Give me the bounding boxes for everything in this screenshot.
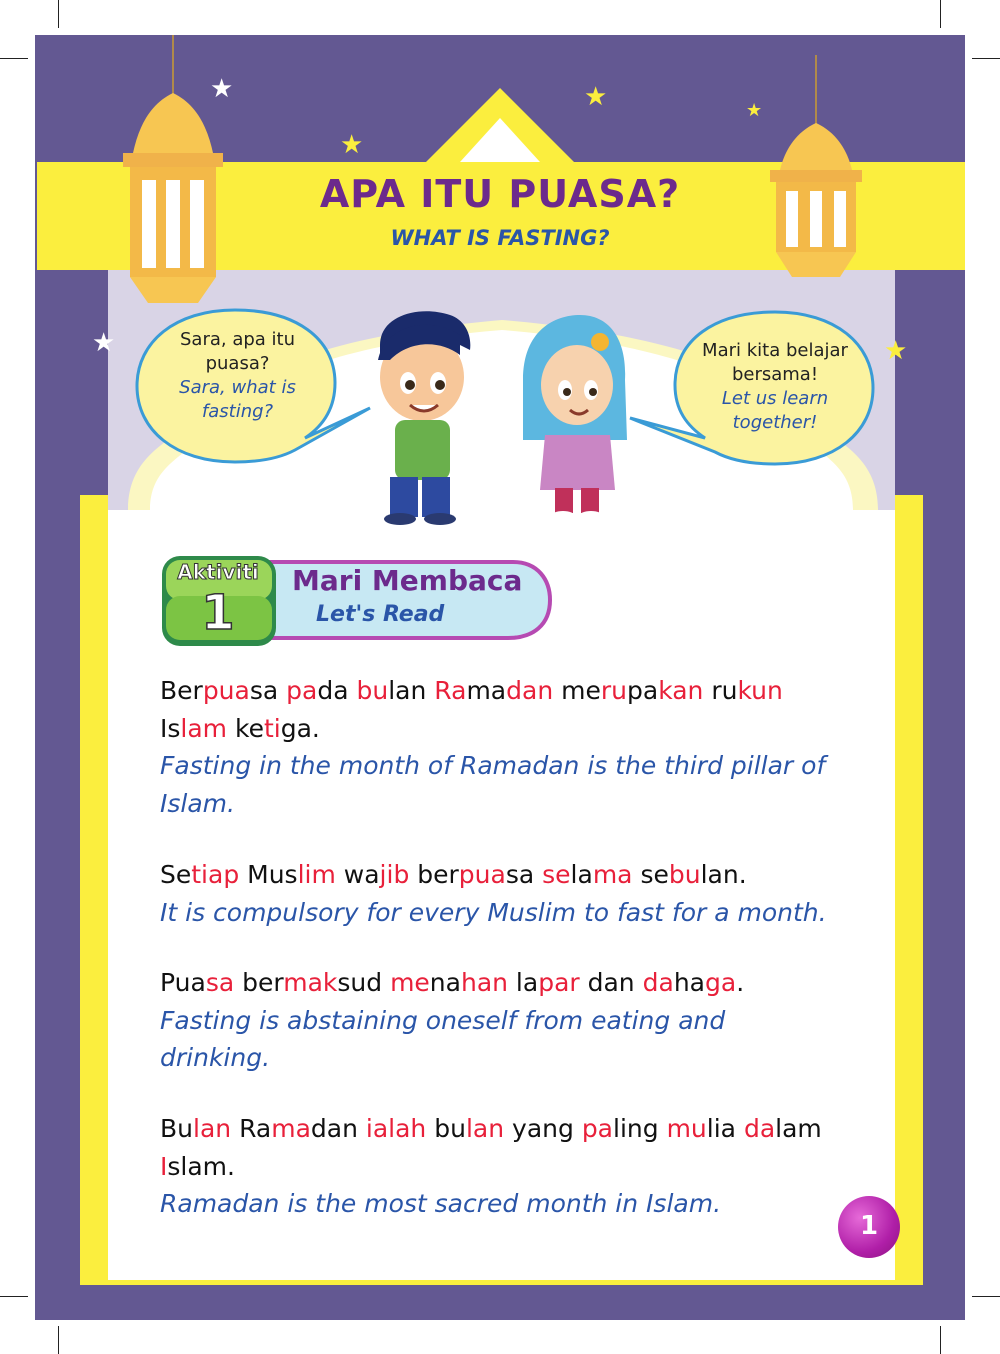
highlighted-syllable: jib: [379, 860, 410, 889]
highlighted-syllable: ia: [365, 1114, 389, 1143]
syllable: dan: [579, 968, 643, 997]
star-icon: ★: [584, 82, 608, 112]
syllable: bu: [426, 1114, 466, 1143]
highlighted-syllable: kan: [658, 676, 704, 705]
highlighted-syllable: han: [460, 968, 508, 997]
activity-subtitle: Let's Read: [316, 602, 445, 627]
english-translation-line: drinking.: [160, 1043, 271, 1072]
highlighted-syllable: mu: [666, 1114, 707, 1143]
activity-title: Mari Membaca: [292, 564, 523, 597]
syllable: lan.: [700, 860, 747, 889]
highlighted-syllable: dan: [506, 676, 554, 705]
syllable: Mus: [239, 860, 298, 889]
syllable: Ber: [160, 676, 203, 705]
syllable: na: [429, 968, 461, 997]
crop-mark: [940, 1326, 941, 1354]
highlighted-syllable: da: [743, 1114, 776, 1143]
syllable: Bu: [160, 1114, 193, 1143]
star-icon: ★: [340, 130, 364, 160]
syllable: ru: [703, 676, 738, 705]
highlighted-syllable: bu: [356, 676, 389, 705]
highlighted-syllable: pa: [286, 676, 318, 705]
speech-bubble-right-text: [685, 339, 865, 435]
activity-number: 1: [201, 585, 235, 641]
highlighted-syllable: da: [642, 968, 674, 997]
malay-sentence-line: [160, 672, 870, 710]
syllable: la: [507, 968, 539, 997]
highlighted-syllable: lan: [465, 1114, 505, 1143]
syllable: I: [160, 713, 168, 743]
passage: [160, 1110, 870, 1223]
passage: [160, 964, 870, 1077]
syllable: se: [632, 860, 669, 889]
highlighted-syllable: pa: [581, 1114, 614, 1143]
malay-sentence-line: [160, 1148, 870, 1186]
highlighted-syllable: ru: [600, 676, 627, 705]
syllable: sa: [505, 860, 543, 889]
highlighted-syllable: pua: [458, 860, 506, 889]
bubble-en-line: fasting?: [201, 401, 274, 422]
malay-sentence-line: [160, 964, 870, 1002]
english-translation-line: Islam.: [160, 788, 235, 818]
passage: [160, 672, 870, 822]
syllable: s: [167, 713, 181, 743]
page-number-badge: 1: [838, 1196, 900, 1258]
activity-label: Aktiviti: [177, 560, 259, 584]
passage: [160, 856, 870, 931]
page-subtitle: WHAT IS FASTING?: [390, 226, 610, 250]
star-icon: ★: [210, 74, 234, 104]
english-translation-line: Ramadan is the most sacred month in Islam.: [160, 1189, 722, 1218]
syllable: .: [736, 968, 745, 997]
crop-mark: [0, 1296, 28, 1297]
bubble-ms-line: Sara, apa itu: [179, 329, 295, 350]
malay-sentence-line: [160, 856, 870, 894]
highlighted-syllable: par: [538, 968, 580, 997]
highlighted-syllable: se: [542, 860, 571, 889]
star-icon: ★: [92, 328, 116, 358]
english-translation-line: It is compulsory for every Muslim to fast for a month.: [160, 897, 827, 927]
highlighted-syllable: kun: [737, 676, 783, 705]
syllable: ha: [673, 968, 705, 997]
syllable: lam: [775, 1114, 822, 1143]
lantern-icon: [766, 55, 866, 285]
highlighted-syllable: lam: [180, 713, 228, 743]
syllable: ma: [466, 676, 507, 705]
syllable: pa: [626, 676, 659, 705]
crop-mark: [58, 1326, 59, 1354]
syllable: slam.: [167, 1151, 235, 1181]
bubble-ms-line: puasa?: [205, 353, 270, 374]
syllable: me: [553, 676, 601, 705]
syllable: wa: [335, 860, 380, 889]
syllable: Se: [160, 860, 192, 889]
highlighted-syllable: bu: [668, 860, 701, 889]
syllable: ber: [234, 968, 284, 997]
highlighted-syllable: ma: [592, 860, 633, 889]
syllable: da: [317, 676, 357, 705]
highlighted-syllable: mak: [283, 968, 338, 997]
syllable: lan: [388, 676, 435, 705]
boy-character-icon: [360, 305, 480, 525]
star-icon: ★: [884, 336, 908, 366]
highlighted-syllable: me: [390, 968, 430, 997]
highlighted-syllable: I: [160, 1151, 168, 1181]
syllable: Pua: [160, 968, 206, 997]
english-translation-line: Fasting is abstaining oneself from eating and: [160, 1005, 726, 1035]
highlighted-syllable: tiap: [191, 860, 240, 889]
syllable: la: [570, 860, 593, 889]
malay-sentence-line: [160, 1110, 870, 1148]
bubble-en-line: Sara, what is: [179, 377, 296, 398]
syllable: ling: [613, 1114, 667, 1143]
bubble-en-line: together!: [732, 412, 818, 433]
highlighted-syllable: ga: [704, 968, 737, 997]
syllable: sa: [249, 676, 287, 705]
highlighted-syllable: lah: [388, 1114, 427, 1143]
bubble-ms-line: bersama!: [731, 364, 819, 385]
highlighted-syllable: lan: [193, 1114, 232, 1143]
page-title: APA ITU PUASA?: [319, 172, 681, 216]
english-translation-line: Fasting in the month of Ramadan is the third pillar of: [160, 751, 826, 780]
highlighted-syllable: lim: [297, 860, 336, 889]
bubble-ms-line: Mari kita belajar: [702, 340, 848, 361]
highlighted-syllable: Ra: [434, 676, 467, 705]
speech-bubble-left-text: [150, 328, 325, 424]
syllable: ber: [409, 860, 459, 889]
bubble-en-line: Let us learn: [721, 388, 829, 409]
syllable: yang: [504, 1114, 582, 1143]
highlighted-syllable: pua: [202, 676, 250, 705]
malay-sentence-line: [160, 710, 870, 748]
crop-mark: [972, 1296, 1000, 1297]
syllable: ke: [227, 713, 264, 743]
highlighted-syllable: ti: [263, 713, 281, 743]
highlighted-syllable: sa: [205, 968, 235, 997]
syllable: sud: [337, 968, 391, 997]
star-icon: ★: [746, 100, 763, 121]
girl-character-icon: [515, 310, 630, 525]
syllable: Ra: [231, 1114, 272, 1143]
highlighted-syllable: ma: [271, 1114, 311, 1143]
syllable: dan: [310, 1114, 366, 1143]
syllable: lia: [706, 1114, 744, 1143]
syllable: ga.: [280, 713, 320, 743]
